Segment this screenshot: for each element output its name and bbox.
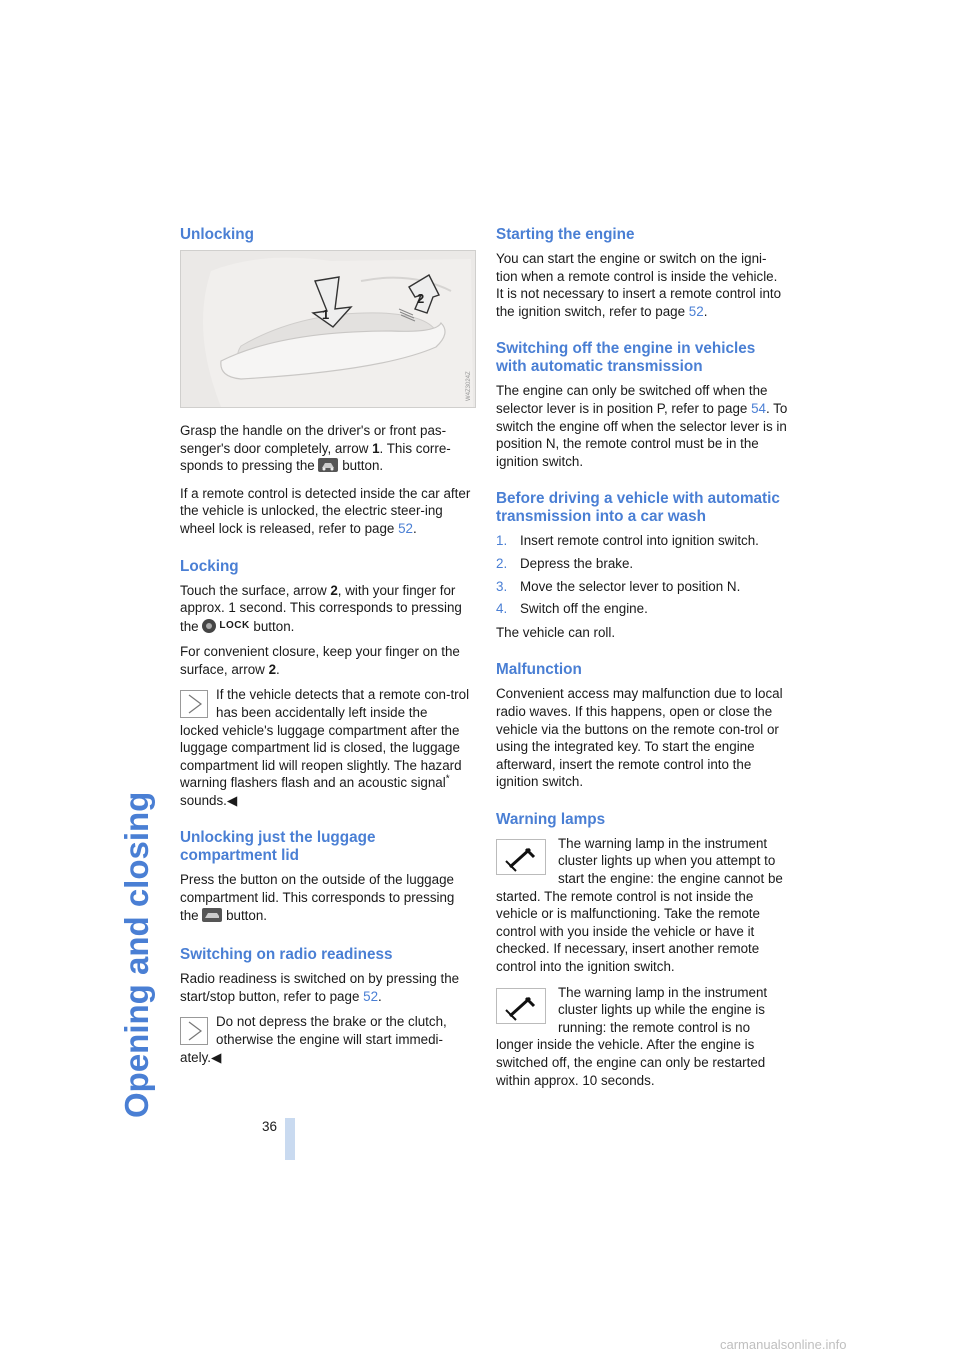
left-column [180,226,472,1066]
malfunction-paragraph: Convenient access may malfunction due to local radio waves. If this happens, open or close the vehicle via the buttons on the remote con-trol or using the integrated key. To start the engine afterward, insert the remote control into the ignition switch. [496,686,783,790]
locking-paragraph-2: For convenient closure, keep your finger on the surface, arrow 2. [180,644,460,677]
switch-off-paragraph: The engine can only be switched off when the selector lever is in position P, refer to page 54. To switch the engine off when the selector lever is in position N, the remote control must be in the ignition switch. [496,383,788,469]
heading-unlocking: Unlocking [180,226,254,243]
car-wash-after: The vehicle can roll. [496,624,616,640]
starting-paragraph: You can start the engine or switch on the igni-tion when a remote control is inside the vehicle. It is not necessary to insert a remote control into the ignition switch, refer to page 52. [496,251,782,319]
warning-lamp-paragraph-1: The warning lamp in the instrument cluster lights up when you attempt to start the engine: the engine cannot be started. The remote control is not inside the vehicle or is malfunctioning. Take the remote control with you inside the vehicle or have it checked. If necessary, insert another remote control into the ignition switch. [496,835,783,975]
door-handle-figure [180,250,476,408]
warning-lamp-1 [496,835,788,984]
list-item: 3. Move the selector lever to position N. [496,578,741,594]
lock-button-icon: LOCK [202,617,249,635]
warning-lamp-paragraph-2: The warning lamp in the instrument cluster lights up while the engine is running: the remote control is no longer inside the vehicle. After the engine is switched off, the engine can only be restarted within approx. 10 seconds. [496,984,768,1088]
car-wash-steps [496,532,788,617]
luggage-paragraph: Press the button on the outside of the luggage compartment lid. This corresponds to pressing the button. [180,871,472,926]
trunk-button-icon [202,908,222,927]
unlock-button-icon [318,458,338,477]
heading-switch-off: Switching off the engine in vehicles with automatic transmission [496,340,756,376]
list-item: 4. Switch off the engine. [496,601,648,617]
radio-note: Do not depress the brake or the clutch, otherwise the engine will start immedi- ately.◀ [180,1014,447,1065]
key-warning-lamp-icon [496,988,546,1024]
side-section-title [12,228,162,1118]
arrow-2-label: 2 [417,291,425,306]
page-link-54[interactable]: 54 [751,400,766,416]
key-warning-lamp-icon [496,839,546,875]
page-number-bar [285,1118,295,1160]
arrow-1-label: 1 [322,307,330,322]
page-number: 36 [262,1119,278,1134]
locking-note: If the vehicle detects that a remote con-trol has been accidentally left inside the locked vehicle's luggage compartment after the luggage compartment lid is closed, the luggage compartment lid will reopen slightly. The hazard warning flashers flash and an acoustic signal* sounds.◀ [180,687,470,808]
watermark: carmanualsonline.info [720,1337,847,1352]
warning-lamp-2 [496,984,788,1098]
note-triangle-icon [180,1017,208,1045]
heading-malfunction: Malfunction [496,661,582,679]
heading-radio: Switching on radio readiness [180,946,393,964]
page-link-52-radio[interactable]: 52 [363,988,379,1004]
heading-starting: Starting the engine [496,226,635,243]
unlocking-paragraph-1: Grasp the handle on the driver's or front pas-senger's door completely, arrow 1. This corre-sponds to pressing the button. [180,422,472,477]
heading-warning-lamps: Warning lamps [496,810,606,828]
page-link-52[interactable]: 52 [398,520,413,536]
note-triangle-icon [180,690,208,718]
heading-luggage: Unlocking just the luggage compartment lid [180,829,376,865]
unlocking-paragraph-2: If a remote control is detected inside the car after the vehicle is unlocked, the electric steer-ing wheel lock is released, refer to page 52. [180,485,471,536]
figure-code: W4Z3024Z [466,371,472,401]
right-column [496,226,788,1097]
list-item: 1. Insert remote control into ignition switch. [496,533,759,549]
page-link-52-start[interactable]: 52 [688,303,704,319]
locking-paragraph-1: Touch the surface, arrow 2, with your finger for approx. 1 second. This corresponds to pressing the LOCK button. [180,582,462,634]
heading-car-wash: Before driving a vehicle with automatic transmission into a car wash [496,490,780,526]
radio-paragraph: Radio readiness is switched on by pressing the start/stop button, refer to page 52. [180,971,460,1004]
side-title-text: Opening and closing [118,791,155,1118]
list-item: 2. Depress the brake. [496,555,634,571]
heading-locking: Locking [180,557,239,575]
